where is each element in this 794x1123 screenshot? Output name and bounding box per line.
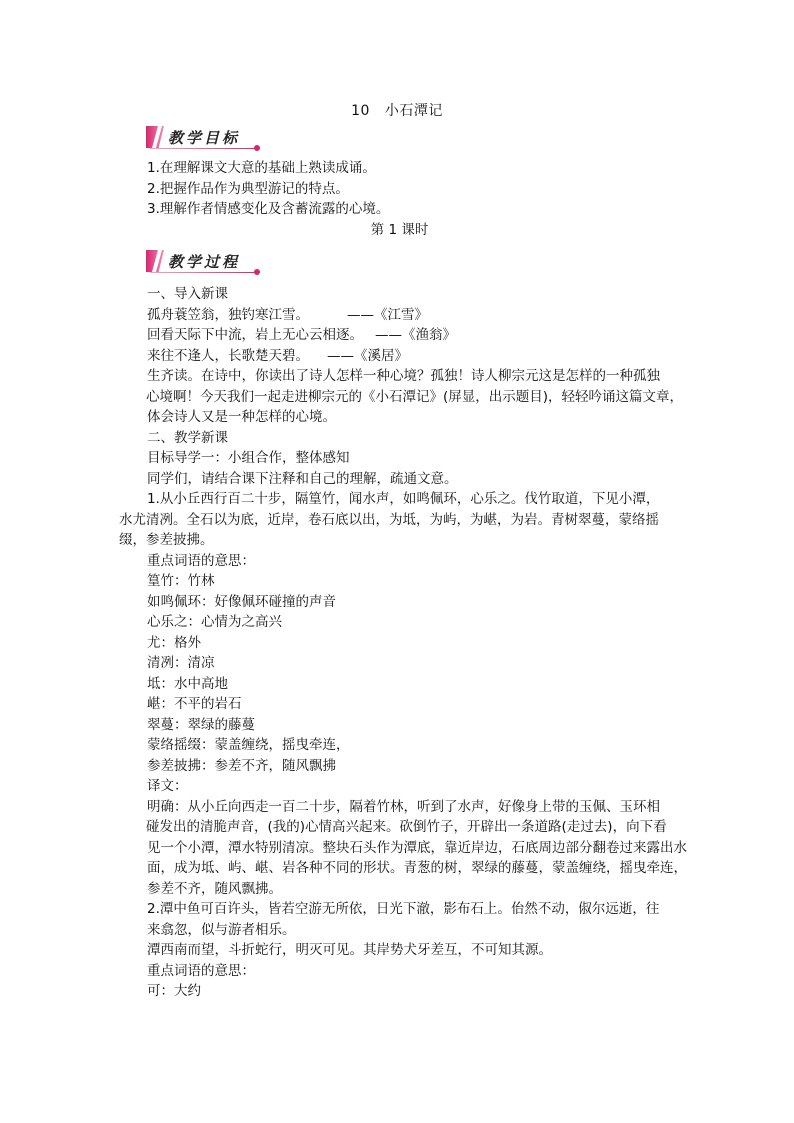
vocab-item: 如鸣佩环：好像佩环碰撞的声音	[147, 593, 336, 610]
section-heading: 一、导入新课	[147, 286, 228, 302]
vocab-item: 清冽：清凉	[147, 655, 215, 671]
vocab-item: 翠蔓：翠绿的藤蔓	[147, 716, 255, 733]
lesson-period	[147, 220, 652, 241]
vocab-item: 参差披拂：参差不齐，随风飘拂	[147, 757, 336, 774]
translation-label: 译文：	[147, 778, 188, 794]
passage-line: 水尤清冽。全石以为底，近岸，卷石底以出，为坻，为屿，为嵁，为岩。青树翠蔓，蒙络摇	[119, 511, 659, 528]
paragraph-line: 心境啊！今天我们一起走进柳宗元的《小石潭记》(屏显，出示题目)，轻轻吟诵这篇文章，	[146, 388, 684, 405]
poem-line	[147, 305, 652, 326]
passage-line: 来翕忽，似与游者相乐。	[147, 921, 296, 938]
poem-source: ——《渔翁》	[375, 327, 456, 343]
vocab-item: 尤：格外	[147, 634, 201, 651]
goal-item: 1.在理解课文大意的基础上熟读成诵。	[147, 160, 376, 176]
banner-dot-icon	[254, 269, 260, 275]
vocab-heading: 重点词语的意思：	[147, 552, 255, 569]
goal-item: 2.把握作品作为典型游记的特点。	[147, 180, 349, 197]
poem-source: ——《江雪》	[347, 306, 428, 323]
vocab-heading: 重点词语的意思：	[147, 962, 255, 979]
vocab-item: 可：大约	[147, 983, 201, 999]
vocab-item: 心乐之：心情为之高兴	[147, 614, 282, 630]
instruction-line: 同学们，请结合课下注释和自己的理解，疏通文意。	[147, 470, 458, 487]
goals-list	[147, 158, 652, 220]
poem-text: 回看天际下中流，岩上无心云相逐。	[147, 327, 363, 343]
lesson-period-label: 第 1 课时	[370, 222, 429, 238]
poem-text: 孤舟蓑笠翁，独钓寒江雪。	[147, 306, 309, 323]
poem-line	[147, 325, 652, 346]
goals-banner-label: 教学目标	[168, 129, 241, 147]
passage-line: 潭西南而望，斗折蛇行，明灭可见。其岸势犬牙差互，不可知其源。	[147, 942, 552, 958]
page-title	[0, 100, 794, 120]
translation-line: 参差不齐，随风飘拂。	[147, 880, 282, 897]
vocab-item: 嵁：不平的岩石	[147, 696, 242, 712]
goal-heading: 目标导学一：小组合作，整体感知	[147, 450, 350, 466]
translation-line: 面，成为坻、屿、嵁、岩各种不同的形状。青葱的树，翠绿的藤蔓，蒙盖缠绕，摇曳牵连，	[147, 860, 687, 876]
translation-line: 碰发出的清脆声音，(我的)心情高兴起来。砍倒竹子，开辟出一条道路(走过去)，向下看	[146, 819, 667, 835]
vocab-item: 坻：水中高地	[147, 675, 228, 692]
passage-line: 1.从小丘西行百二十步，隔篁竹，闻水声，如鸣佩环，心乐之。伐竹取道，下见小潭，	[147, 491, 660, 507]
vocab-item: 蒙络摇缀：蒙盖缠绕，摇曳牵连，	[147, 737, 350, 753]
process-banner-label: 教学过程	[168, 253, 241, 271]
paragraph-line: 生齐读。在诗中，你读出了诗人怎样一种心境？孤独！诗人柳宗元这是怎样的一种孤独	[147, 368, 660, 384]
translation-line: 明确：从小丘向西走一百二十步，隔着竹林，听到了水声，好像身上带的玉佩、玉环相	[147, 798, 660, 815]
goal-item: 3.理解作者情感变化及含蓄流露的心境。	[147, 201, 390, 217]
lesson-title: 小石潭记	[384, 103, 443, 119]
passage-line: 缀，参差披拂。	[119, 532, 214, 548]
paragraph-line: 体会诗人又是一种怎样的心境。	[147, 409, 336, 425]
translation-line: 见一个小潭，潭水特别清凉。整块石头作为潭底，靠近岸边，石底周边部分翻卷过来露出水	[147, 839, 687, 856]
poem-line	[147, 346, 652, 367]
passage-line: 2.潭中鱼可百许头，皆若空游无所依，日光下澈，影布石上。佁然不动，俶尔远逝，往	[147, 901, 660, 917]
poem-source: ——《溪居》	[327, 347, 408, 364]
lesson-number: 10	[351, 103, 370, 119]
goals-banner	[146, 126, 276, 152]
process-banner	[146, 250, 276, 276]
section-heading: 二、教学新课	[147, 429, 228, 446]
banner-dot-icon	[254, 145, 260, 151]
poem-text: 来往不逢人，长歌楚天碧。	[147, 347, 309, 364]
vocab-item: 篁竹：竹林	[147, 573, 215, 589]
body-text	[119, 284, 687, 1002]
